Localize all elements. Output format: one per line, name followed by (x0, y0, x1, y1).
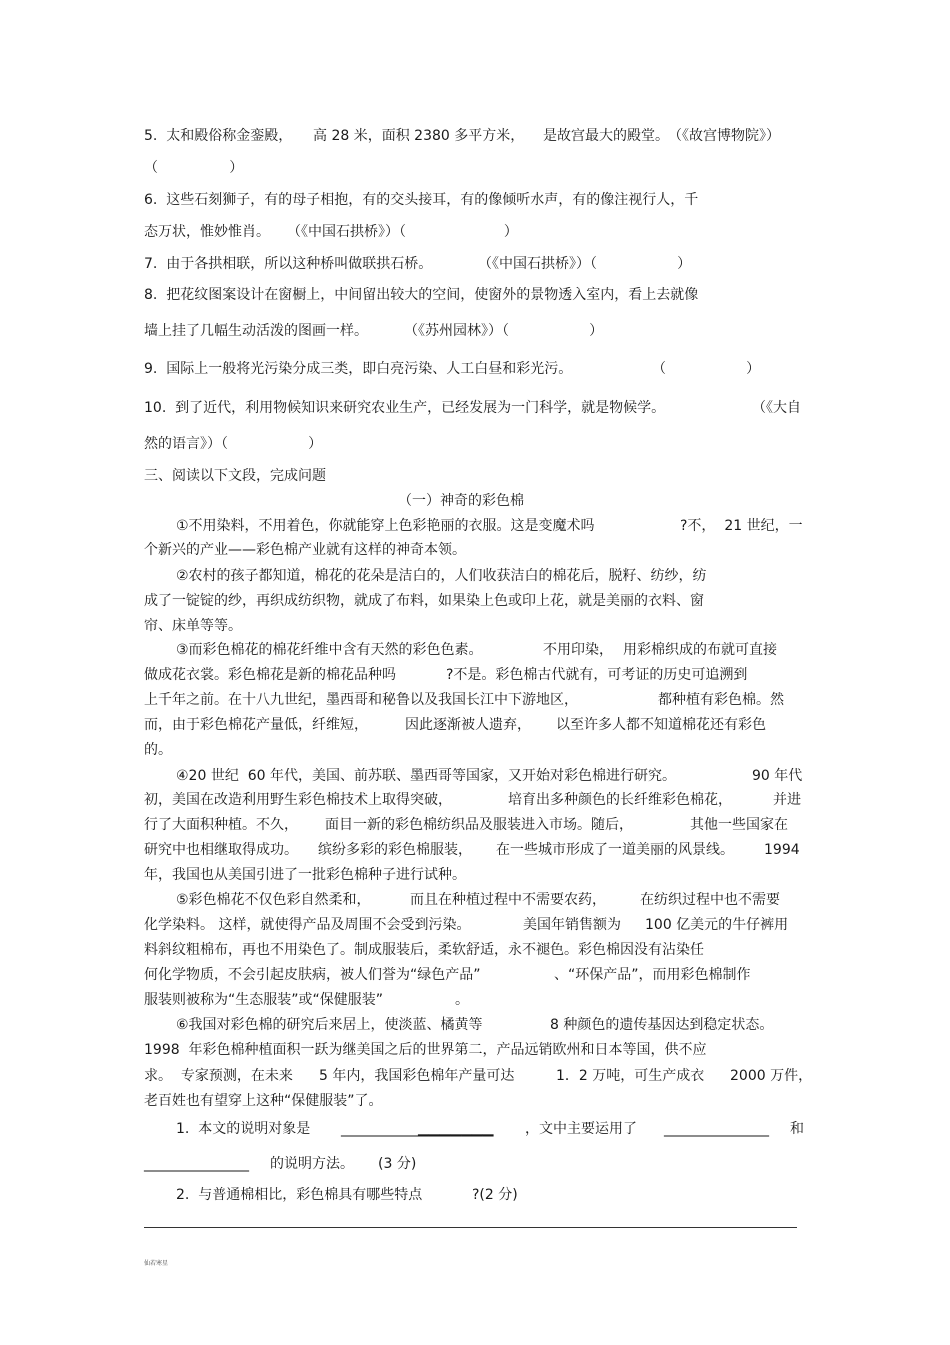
p2-line-2: 成了一锭锭的纱，再织成纺织物，就成了布料，如果染上色或印上花，就是美丽的衣料、窗 (144, 593, 704, 609)
q9-part-a: 9. 国际上一般将光污染分成三类，即白亮污染、人工白昼和彩光污。 (144, 361, 573, 377)
q9-blank: （ ） (652, 361, 761, 377)
p6-line-3b: 5 年内，我国彩色棉年产量可达 (319, 1068, 515, 1084)
question-1-tail: 的说明方法。 (270, 1156, 354, 1172)
p3-line-2b: ?不是。彩色棉古代就有，可考证的历史可追溯到 (446, 667, 748, 683)
question-1-and: 和 (790, 1121, 804, 1137)
p3-line-4a: 而，由于彩色棉花产量低，纤维短， (144, 717, 368, 733)
p3-line-3a: 上千年之前。在十八九世纪，墨西哥和秘鲁以及我国长江中下游地区， (144, 692, 578, 708)
p5-line-2b: 美国年销售额为 (523, 917, 621, 933)
p4-line-5: 年，我国也从美国引进了一批彩色棉种子进行试种。 (144, 867, 466, 883)
p5-line-2a: 化学染料。 这样，就使得产品及周围不会受到污染。 (144, 917, 471, 933)
p4-line-2b: 培育出多种颜色的长纤维彩色棉花， (508, 792, 732, 808)
q5-part-b: 高 28 米，面积 2380 多平方米， (313, 128, 525, 144)
q7-part-a: 7. 由于各拱相联，所以这种桥叫做联拱石桥。 (144, 256, 433, 272)
question-2-score: ?(2 分) (472, 1187, 518, 1203)
q10-line-1b: （《大自 (752, 400, 801, 416)
q6-line-1: 6. 这些石刻狮子，有的母子相抱，有的交头接耳，有的像倾听水声，有的像注视行人，千 (144, 192, 699, 208)
section-three-heading: 三、阅读以下文段，完成问题 (144, 468, 326, 484)
p5-line-4a: 何化学物质，不会引起皮肤病，被人们誉为“绿色产品” (144, 967, 481, 983)
p6-line-4: 老百姓也有望穿上这种“保健服装”了。 (144, 1093, 383, 1109)
q6-line-2a: 态万状，惟妙惟肖。 (144, 224, 270, 240)
q8-line-2b: （《苏州园林》）（ ） (404, 323, 604, 339)
q5-blank: （ ） (144, 160, 244, 176)
p5-line-1a: ⑤彩色棉花不仅色彩自然柔和， (176, 892, 371, 908)
p5-line-1c: 在纺织过程中也不需要 (640, 892, 780, 908)
p5-line-1b: 而且在种植过程中不需要农药， (410, 892, 606, 908)
q6-line-2b: （《中国石拱桥》）（ ） (287, 224, 518, 240)
p6-line-1b: 8 种颜色的遗传基因达到稳定状态。 (550, 1017, 774, 1033)
passage-title: （一）神奇的彩色棉 (398, 493, 524, 509)
p4-line-2c: 并进 (773, 792, 801, 808)
q8-line-2a: 墙上挂了几幅生动活泼的图画一样。 (144, 323, 368, 339)
p5-line-4b: 、“环保产品”，而用彩色棉制作 (554, 967, 751, 983)
p5-line-5b: 。 (455, 992, 469, 1008)
p1-line-1b: ?不， 21 世纪，一 (680, 518, 803, 534)
q5-source: （《故宫博物院》） (668, 128, 780, 144)
p6-line-3c: 1．2 万吨，可生产成衣 (556, 1068, 705, 1084)
q5-part-a: 5. 太和殿俗称金銮殿， (144, 128, 293, 144)
question-1-middle: ，文中主要运用了 (525, 1121, 637, 1137)
p5-line-3: 料斜纹粗棉布，再也不用染色了。制成服装后，柔软舒适，永不褪色。彩色棉因没有沾染任 (144, 942, 704, 958)
p4-line-3a: 行了大面积种植。不久， (144, 817, 298, 833)
p3-line-3b: 都种植有彩色棉。然 (658, 692, 784, 708)
p3-line-1a: ③而彩色棉花的棉花纤维中含有天然的彩色色素。 (176, 642, 483, 658)
q8-line-1: 8. 把花纹图案设计在窗橱上，中间留出较大的空间，使窗外的景物透入室内，看上去就像 (144, 287, 699, 303)
p4-line-4b: 缤纷多彩的彩色棉服装， (318, 842, 472, 858)
q5-part-c: 是故宫最大的殿堂。 (543, 128, 669, 144)
q10-line-1a: 10. 到了近代，利用物候知识来研究农业生产，已经发展为一门科学，就是物候学。 (144, 400, 666, 416)
p6-line-2: 1998 年彩色棉种植面积一跃为继美国之后的世界第二，产品远销欧州和日本等国，供不应 (144, 1042, 707, 1058)
p3-line-2a: 做成花衣裳。彩色棉花是新的棉花品种吗 (144, 667, 396, 683)
p4-line-1b: 90 年代 (752, 768, 803, 784)
question-1-prompt: 1. 本文的说明对象是 (176, 1121, 311, 1137)
p4-line-2a: 初，美国在改造利用野生彩色棉技术上取得突破， (144, 792, 452, 808)
p6-line-3a: 求。 专家预测，在未来 (144, 1068, 293, 1084)
p5-line-5a: 服装则被称为“生态服装”或“保健服装” (144, 992, 384, 1008)
p4-line-4a: 研究中也相继取得成功。 (144, 842, 298, 858)
p3-line-4c: 以至许多人都不知道棉花还有彩色 (556, 717, 766, 733)
question-1-blank-3: _______________ (144, 1156, 249, 1172)
question-1-blank-1: ___________▁▁▁▁▁▁▁ (341, 1121, 494, 1137)
p3-line-4b: 因此逐渐被人遗弃， (405, 717, 531, 733)
p1-line-1a: ①不用染料，不用着色，你就能穿上色彩艳丽的衣服。这是变魔术吗 (176, 518, 595, 534)
question-1-blank-2: _______________ (664, 1121, 769, 1137)
p5-line-2c: 100 亿美元的牛仔裤用 (645, 917, 789, 933)
q10-line-2: 然的语言》）（ ） (144, 436, 323, 452)
p4-line-1a: ④20 世纪 60 年代，美国、前苏联、墨西哥等国家，又开始对彩色棉进行研究。 (176, 768, 676, 784)
p2-line-3: 帘、床单等等。 (144, 618, 242, 634)
p2-line-1: ②农村的孩子都知道，棉花的花朵是洁白的，人们收获洁白的棉花后，脱籽、纺纱，纺 (176, 568, 707, 584)
question-2-prompt: 2. 与普通棉相比，彩色棉具有哪些特点 (176, 1187, 423, 1203)
p4-line-4c: 在一些城市形成了一道美丽的风景线。 (496, 842, 734, 858)
p4-line-3b: 面目一新的彩色棉纺织品及服装进入市场。随后， (325, 817, 633, 833)
p3-line-1b: 不用印染， (543, 642, 613, 658)
p6-line-1a: ⑥我国对彩色棉的研究后来居上，使淡蓝、橘黄等 (176, 1017, 483, 1033)
footer-mark: 仙若寒星 (144, 1260, 169, 1267)
answer-line (144, 1227, 797, 1228)
p6-line-3d: 2000 万件， (730, 1068, 813, 1084)
p4-line-3c: 其他一些国家在 (690, 817, 788, 833)
p1-line-2: 个新兴的产业——彩色棉产业就有这样的神奇本领。 (144, 542, 466, 558)
p4-line-4d: 1994 (764, 842, 800, 858)
p3-line-5: 的。 (144, 742, 172, 758)
q7-part-b: （《中国石拱桥》）（ ） (478, 256, 692, 272)
question-1-score: (3 分) (378, 1156, 417, 1172)
p3-line-1c: 用彩棉织成的布就可直接 (623, 642, 777, 658)
